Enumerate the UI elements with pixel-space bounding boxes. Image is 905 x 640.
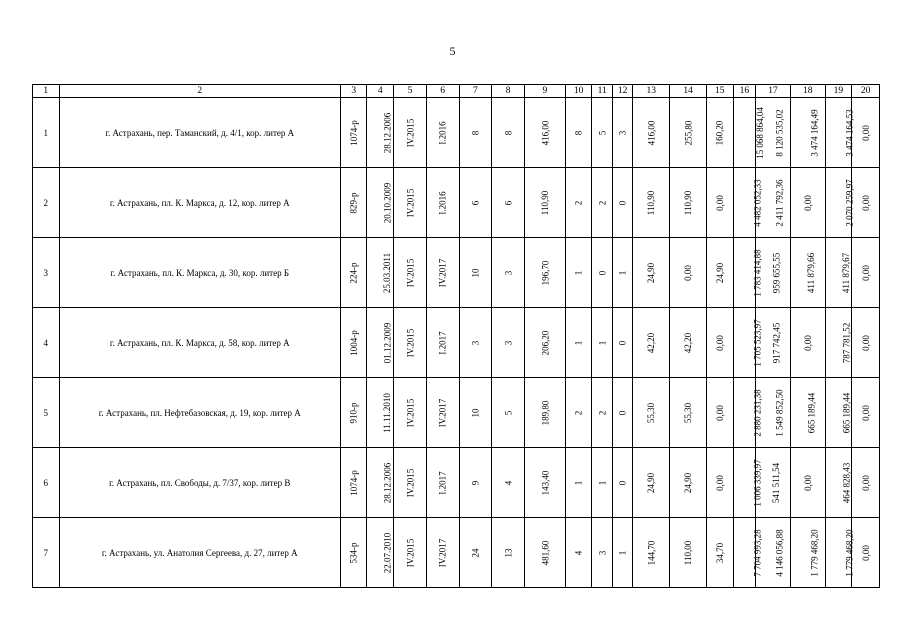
cell-text: 110,90 bbox=[683, 190, 694, 215]
cell-c15 bbox=[706, 378, 733, 448]
cell-text: 829-р bbox=[348, 192, 359, 213]
column-header-3: 3 bbox=[340, 85, 367, 98]
cell-text: 0,00 bbox=[802, 194, 813, 211]
cell-text: 24,90 bbox=[646, 262, 657, 283]
cell-c10 bbox=[565, 308, 592, 378]
column-header-16: 16 bbox=[733, 85, 756, 98]
cell-date bbox=[367, 308, 394, 378]
cell-text: 2 bbox=[573, 200, 584, 205]
cell-date bbox=[367, 448, 394, 518]
cell-text: 1 779 468,20 bbox=[844, 528, 855, 577]
cell-c13 bbox=[633, 308, 670, 378]
cell-c7 bbox=[459, 98, 492, 168]
cell-c15 bbox=[706, 238, 733, 308]
cell-text: 1 bbox=[617, 270, 628, 275]
cell-c19 bbox=[825, 168, 855, 238]
cell-text: 22.07.2010 bbox=[382, 532, 393, 573]
cell-c13 bbox=[633, 518, 670, 588]
cell-c8 bbox=[492, 518, 525, 588]
cell-address: г. Астрахань, пл. Нефтебазовская, д. 19, кор. литер А bbox=[59, 378, 340, 448]
cell-num: 1 bbox=[33, 98, 60, 168]
cell-text: 2 070 259,97 bbox=[844, 178, 855, 227]
column-header-2: 2 bbox=[59, 85, 340, 98]
table-row bbox=[33, 238, 880, 308]
cell-c7 bbox=[459, 378, 492, 448]
column-header-9: 9 bbox=[524, 85, 565, 98]
table-row bbox=[33, 168, 880, 238]
cell-c12 bbox=[612, 378, 632, 448]
cell-c15 bbox=[706, 308, 733, 378]
cell-text: 0,00 bbox=[860, 124, 871, 141]
cell-text: 910-р bbox=[348, 402, 359, 423]
cell-end bbox=[426, 448, 459, 518]
cell-c10 bbox=[565, 448, 592, 518]
cell-text: 0,00 bbox=[714, 194, 725, 211]
cell-text: 0,00 bbox=[802, 474, 813, 491]
cell-c9 bbox=[524, 238, 565, 308]
cell-text: 4 bbox=[503, 480, 514, 485]
cell-c12 bbox=[612, 448, 632, 518]
cell-decree bbox=[340, 518, 367, 588]
cell-text: 9 bbox=[470, 480, 481, 485]
cell-num: 7 bbox=[33, 518, 60, 588]
column-header-14: 14 bbox=[670, 85, 707, 98]
cell-c18 bbox=[790, 308, 825, 378]
cell-date bbox=[367, 378, 394, 448]
cell-text: 0,00 bbox=[860, 194, 871, 211]
cell-end bbox=[426, 308, 459, 378]
cell-c20 bbox=[852, 308, 880, 378]
cell-start bbox=[394, 308, 427, 378]
cell-date bbox=[367, 518, 394, 588]
cell-text: 24,90 bbox=[714, 262, 725, 283]
cell-c19 bbox=[825, 518, 855, 588]
cell-text: IV.2015 bbox=[404, 538, 415, 567]
cell-text: IV.2015 bbox=[404, 328, 415, 357]
table-row bbox=[33, 448, 880, 518]
cell-text: 10 bbox=[470, 408, 481, 417]
cell-text: I.2016 bbox=[437, 190, 448, 215]
cell-text: 1 bbox=[573, 340, 584, 345]
cell-c9 bbox=[524, 98, 565, 168]
cell-text: 8 bbox=[503, 130, 514, 135]
cell-text: 665 189,44 bbox=[806, 392, 817, 433]
cell-text: 8 bbox=[573, 130, 584, 135]
cell-text: 24 bbox=[470, 548, 481, 557]
cell-text: 189,80 bbox=[539, 400, 550, 425]
cell-c18 bbox=[790, 98, 825, 168]
table-row bbox=[33, 518, 880, 588]
cell-address: г. Астрахань, пер. Таманский, д. 4/1, кор. литер А bbox=[59, 98, 340, 168]
cell-text: 55,30 bbox=[683, 402, 694, 423]
cell-c13 bbox=[633, 238, 670, 308]
cell-start bbox=[394, 448, 427, 518]
cell-text: 1 549 852,50 bbox=[774, 388, 785, 437]
cell-text: IV.2017 bbox=[437, 398, 448, 427]
cell-c12 bbox=[612, 518, 632, 588]
cell-start bbox=[394, 378, 427, 448]
cell-text: 2 bbox=[597, 200, 608, 205]
cell-text: IV.2015 bbox=[404, 258, 415, 287]
cell-address: г. Астрахань, пл. К. Маркса, д. 58, кор. литер А bbox=[59, 308, 340, 378]
cell-text: 5 bbox=[503, 410, 514, 415]
cell-c7 bbox=[459, 308, 492, 378]
column-header-7: 7 bbox=[459, 85, 492, 98]
cell-text: 5 bbox=[597, 130, 608, 135]
column-header-8: 8 bbox=[492, 85, 525, 98]
cell-c14 bbox=[670, 448, 707, 518]
cell-text: 8 bbox=[470, 130, 481, 135]
cell-c8 bbox=[492, 378, 525, 448]
cell-c9 bbox=[524, 448, 565, 518]
cell-c19 bbox=[825, 308, 852, 378]
cell-text: 1 bbox=[573, 480, 584, 485]
cell-text: 3 bbox=[617, 130, 628, 135]
cell-c16 bbox=[733, 98, 765, 168]
cell-text: 1 705 523,97 bbox=[752, 318, 763, 367]
table-body bbox=[33, 98, 880, 588]
cell-c14 bbox=[670, 98, 707, 168]
cell-text: 0,00 bbox=[860, 544, 871, 561]
cell-decree bbox=[340, 448, 367, 518]
cell-text: 0,00 bbox=[860, 334, 871, 351]
cell-text: 110,90 bbox=[539, 190, 550, 215]
cell-c7 bbox=[459, 168, 492, 238]
cell-text: 3 bbox=[503, 270, 514, 275]
cell-address: г. Астрахань, пл. К. Маркса, д. 12, кор. литер А bbox=[59, 168, 340, 238]
cell-c20 bbox=[852, 238, 880, 308]
cell-c11 bbox=[592, 308, 612, 378]
cell-c18 bbox=[790, 378, 825, 448]
cell-end bbox=[426, 518, 459, 588]
cell-c13 bbox=[633, 168, 670, 238]
cell-num: 4 bbox=[33, 308, 60, 378]
cell-c10 bbox=[565, 518, 592, 588]
page-number: 5 bbox=[449, 44, 456, 58]
cell-text: 0,00 bbox=[714, 404, 725, 421]
cell-text: 110,90 bbox=[646, 190, 657, 215]
cell-text: 11.11.2010 bbox=[382, 392, 393, 433]
cell-end bbox=[426, 378, 459, 448]
column-header-4: 4 bbox=[367, 85, 394, 98]
cell-c7 bbox=[459, 238, 492, 308]
cell-text: 24,90 bbox=[683, 472, 694, 493]
cell-c15 bbox=[706, 98, 733, 168]
cell-c11 bbox=[592, 518, 612, 588]
cell-text: 534-р bbox=[348, 542, 359, 563]
cell-c18 bbox=[790, 238, 825, 308]
cell-c12 bbox=[612, 98, 632, 168]
cell-text: 541 511,54 bbox=[771, 462, 782, 503]
cell-text: 1 bbox=[573, 270, 584, 275]
cell-c18 bbox=[790, 518, 825, 588]
cell-text: 42,20 bbox=[683, 332, 694, 353]
cell-text: 411 879,67 bbox=[840, 252, 851, 293]
cell-c16 bbox=[733, 168, 763, 238]
cell-c13 bbox=[633, 98, 670, 168]
cell-num: 6 bbox=[33, 448, 60, 518]
cell-c20 bbox=[852, 518, 880, 588]
cell-text: 10 bbox=[470, 268, 481, 277]
cell-c14 bbox=[670, 238, 707, 308]
cell-text: 110,00 bbox=[683, 540, 694, 565]
cell-text: 0,00 bbox=[860, 404, 871, 421]
cell-num: 2 bbox=[33, 168, 60, 238]
cell-start bbox=[394, 518, 427, 588]
column-header-6: 6 bbox=[426, 85, 459, 98]
cell-c10 bbox=[565, 168, 592, 238]
column-header-12: 12 bbox=[612, 85, 632, 98]
cell-c20 bbox=[852, 378, 880, 448]
cell-start bbox=[394, 168, 427, 238]
cell-c10 bbox=[565, 238, 592, 308]
column-header-11: 11 bbox=[592, 85, 612, 98]
cell-text: 411 879,66 bbox=[805, 252, 816, 293]
cell-c8 bbox=[492, 238, 525, 308]
cell-c16 bbox=[733, 308, 763, 378]
cell-c16 bbox=[733, 448, 763, 518]
cell-text: 255,80 bbox=[683, 120, 694, 145]
cell-text: 917 742,45 bbox=[771, 322, 782, 363]
cell-text: 481,60 bbox=[539, 540, 550, 565]
cell-c9 bbox=[524, 168, 565, 238]
cell-text: 665 189,44 bbox=[840, 392, 851, 433]
cell-decree bbox=[340, 98, 367, 168]
cell-text: IV.2015 bbox=[404, 118, 415, 147]
table-row bbox=[33, 378, 880, 448]
cell-text: 224-р bbox=[348, 262, 359, 283]
column-header-20: 20 bbox=[852, 85, 880, 98]
cell-text: 0 bbox=[617, 480, 628, 485]
cell-text: 416,00 bbox=[539, 120, 550, 145]
cell-text: IV.2017 bbox=[437, 258, 448, 287]
column-header-17: 17 bbox=[756, 85, 791, 98]
cell-text: 196,70 bbox=[539, 260, 550, 285]
cell-text: 24,90 bbox=[646, 472, 657, 493]
cell-text: 6 bbox=[503, 200, 514, 205]
column-header-10: 10 bbox=[565, 85, 592, 98]
cell-c8 bbox=[492, 308, 525, 378]
cell-text: I.2017 bbox=[437, 470, 448, 495]
cell-c19 bbox=[825, 378, 852, 448]
cell-c7 bbox=[459, 518, 492, 588]
cell-c14 bbox=[670, 168, 707, 238]
cell-c9 bbox=[524, 378, 565, 448]
cell-c14 bbox=[670, 308, 707, 378]
cell-text: 2 411 792,36 bbox=[774, 179, 785, 226]
cell-text: 28.12.2006 bbox=[382, 112, 393, 153]
cell-text: 1 bbox=[597, 480, 608, 485]
cell-text: 0 bbox=[617, 340, 628, 345]
cell-text: 464 828,43 bbox=[840, 462, 851, 503]
cell-text: 1 006 339,97 bbox=[752, 458, 763, 507]
cell-text: 13 bbox=[503, 548, 514, 557]
cell-c13 bbox=[633, 378, 670, 448]
cell-text: 2 bbox=[573, 410, 584, 415]
cell-text: 959 655,55 bbox=[771, 252, 782, 293]
cell-text: 0,00 bbox=[714, 474, 725, 491]
cell-text: 143,40 bbox=[539, 470, 550, 495]
column-header-1: 1 bbox=[33, 85, 60, 98]
cell-text: 1 783 414,88 bbox=[752, 248, 763, 297]
cell-text: 416,00 bbox=[646, 120, 657, 145]
cell-text: 7 704 993,28 bbox=[752, 528, 763, 577]
cell-text: 15 068 864,04 bbox=[754, 106, 765, 159]
column-header-13: 13 bbox=[633, 85, 670, 98]
cell-c12 bbox=[612, 168, 632, 238]
cell-c11 bbox=[592, 238, 612, 308]
cell-text: 0,00 bbox=[860, 264, 871, 281]
cell-text: IV.2015 bbox=[404, 468, 415, 497]
cell-c10 bbox=[565, 98, 592, 168]
cell-decree bbox=[340, 168, 367, 238]
cell-text: 4 482 052,33 bbox=[752, 178, 763, 227]
cell-decree bbox=[340, 308, 367, 378]
cell-text: IV.2017 bbox=[437, 538, 448, 567]
cell-text: 2 bbox=[597, 410, 608, 415]
table-row bbox=[33, 98, 880, 168]
cell-text: 20.10.2009 bbox=[382, 182, 393, 223]
cell-c20 bbox=[852, 448, 880, 518]
cell-c8 bbox=[492, 168, 525, 238]
table-row bbox=[33, 308, 880, 378]
cell-text: 3 474 164,49 bbox=[809, 108, 820, 157]
cell-c16 bbox=[733, 378, 763, 448]
cell-text: 787 781,52 bbox=[840, 322, 851, 363]
cell-text: 0 bbox=[597, 270, 608, 275]
cell-c11 bbox=[592, 378, 612, 448]
cell-text: 4 bbox=[573, 550, 584, 555]
cell-c18 bbox=[790, 448, 825, 518]
column-header-5: 5 bbox=[394, 85, 427, 98]
cell-c11 bbox=[592, 448, 612, 518]
cell-c20 bbox=[852, 98, 880, 168]
cell-text: 0,00 bbox=[860, 474, 871, 491]
cell-text: 0 bbox=[617, 200, 628, 205]
cell-text: 8 120 535,02 bbox=[774, 108, 785, 157]
cell-text: 3 bbox=[597, 550, 608, 555]
cell-text: 206,20 bbox=[539, 330, 550, 355]
cell-text: 34,70 bbox=[714, 542, 725, 563]
cell-text: 1 bbox=[617, 550, 628, 555]
housing-registry-table bbox=[32, 84, 880, 588]
cell-text: 42,20 bbox=[646, 332, 657, 353]
cell-text: 1074-р bbox=[348, 119, 359, 146]
cell-c12 bbox=[612, 238, 632, 308]
cell-end bbox=[426, 238, 459, 308]
cell-text: 2 880 231,38 bbox=[752, 388, 763, 437]
cell-num: 5 bbox=[33, 378, 60, 448]
cell-text: 0 bbox=[617, 410, 628, 415]
cell-text: 3 bbox=[470, 340, 481, 345]
cell-c16 bbox=[733, 238, 763, 308]
cell-c12 bbox=[612, 308, 632, 378]
cell-c19 bbox=[825, 98, 855, 168]
cell-c8 bbox=[492, 98, 525, 168]
cell-date bbox=[367, 238, 394, 308]
cell-c9 bbox=[524, 308, 565, 378]
cell-text: 4 146 056,88 bbox=[774, 528, 785, 577]
cell-c19 bbox=[825, 448, 852, 518]
cell-text: 55,30 bbox=[646, 402, 657, 423]
cell-date bbox=[367, 168, 394, 238]
cell-c11 bbox=[592, 98, 612, 168]
cell-text: 3 474 164,53 bbox=[844, 108, 855, 157]
cell-decree bbox=[340, 378, 367, 448]
column-header-15: 15 bbox=[706, 85, 733, 98]
cell-text: 01.12.2009 bbox=[382, 322, 393, 363]
cell-c15 bbox=[706, 448, 733, 518]
cell-start bbox=[394, 238, 427, 308]
cell-c7 bbox=[459, 448, 492, 518]
column-header-18: 18 bbox=[790, 85, 825, 98]
cell-address: г. Астрахань, пл. К. Маркса, д. 30, кор. литер Б bbox=[59, 238, 340, 308]
cell-text: 1 779 468,20 bbox=[809, 528, 820, 577]
cell-c13 bbox=[633, 448, 670, 518]
cell-end bbox=[426, 168, 459, 238]
column-number-row bbox=[33, 85, 880, 98]
cell-num: 3 bbox=[33, 238, 60, 308]
cell-c11 bbox=[592, 168, 612, 238]
cell-address: г. Астрахань, пл. Свободы, д. 7/37, кор. литер В bbox=[59, 448, 340, 518]
cell-c19 bbox=[825, 238, 852, 308]
cell-text: I.2017 bbox=[437, 330, 448, 355]
cell-c10 bbox=[565, 378, 592, 448]
cell-text: 144,70 bbox=[646, 540, 657, 565]
cell-c16 bbox=[733, 518, 763, 588]
cell-c15 bbox=[706, 518, 733, 588]
column-header-19: 19 bbox=[825, 85, 852, 98]
cell-text: IV.2015 bbox=[404, 188, 415, 217]
cell-date bbox=[367, 98, 394, 168]
cell-text: 1004-р bbox=[348, 329, 359, 356]
cell-text: 160,20 bbox=[714, 120, 725, 145]
cell-text: IV.2015 bbox=[404, 398, 415, 427]
cell-text: 1074-р bbox=[348, 469, 359, 496]
cell-text: 6 bbox=[470, 200, 481, 205]
cell-text: 3 bbox=[503, 340, 514, 345]
cell-c14 bbox=[670, 378, 707, 448]
cell-c15 bbox=[706, 168, 733, 238]
cell-address: г. Астрахань, ул. Анатолия Сергеева, д. 27, литер А bbox=[59, 518, 340, 588]
cell-text: 25.03.2011 bbox=[382, 252, 393, 293]
cell-end bbox=[426, 98, 459, 168]
cell-text: 0,00 bbox=[714, 334, 725, 351]
cell-text: 28.12.2006 bbox=[382, 462, 393, 503]
cell-start bbox=[394, 98, 427, 168]
cell-decree bbox=[340, 238, 367, 308]
cell-text: I.2016 bbox=[437, 120, 448, 145]
cell-text: 1 bbox=[597, 340, 608, 345]
cell-c8 bbox=[492, 448, 525, 518]
cell-c20 bbox=[852, 168, 880, 238]
cell-c9 bbox=[524, 518, 565, 588]
cell-text: 0,00 bbox=[802, 334, 813, 351]
cell-c18 bbox=[790, 168, 825, 238]
cell-text: 0,00 bbox=[683, 264, 694, 281]
cell-c14 bbox=[670, 518, 707, 588]
